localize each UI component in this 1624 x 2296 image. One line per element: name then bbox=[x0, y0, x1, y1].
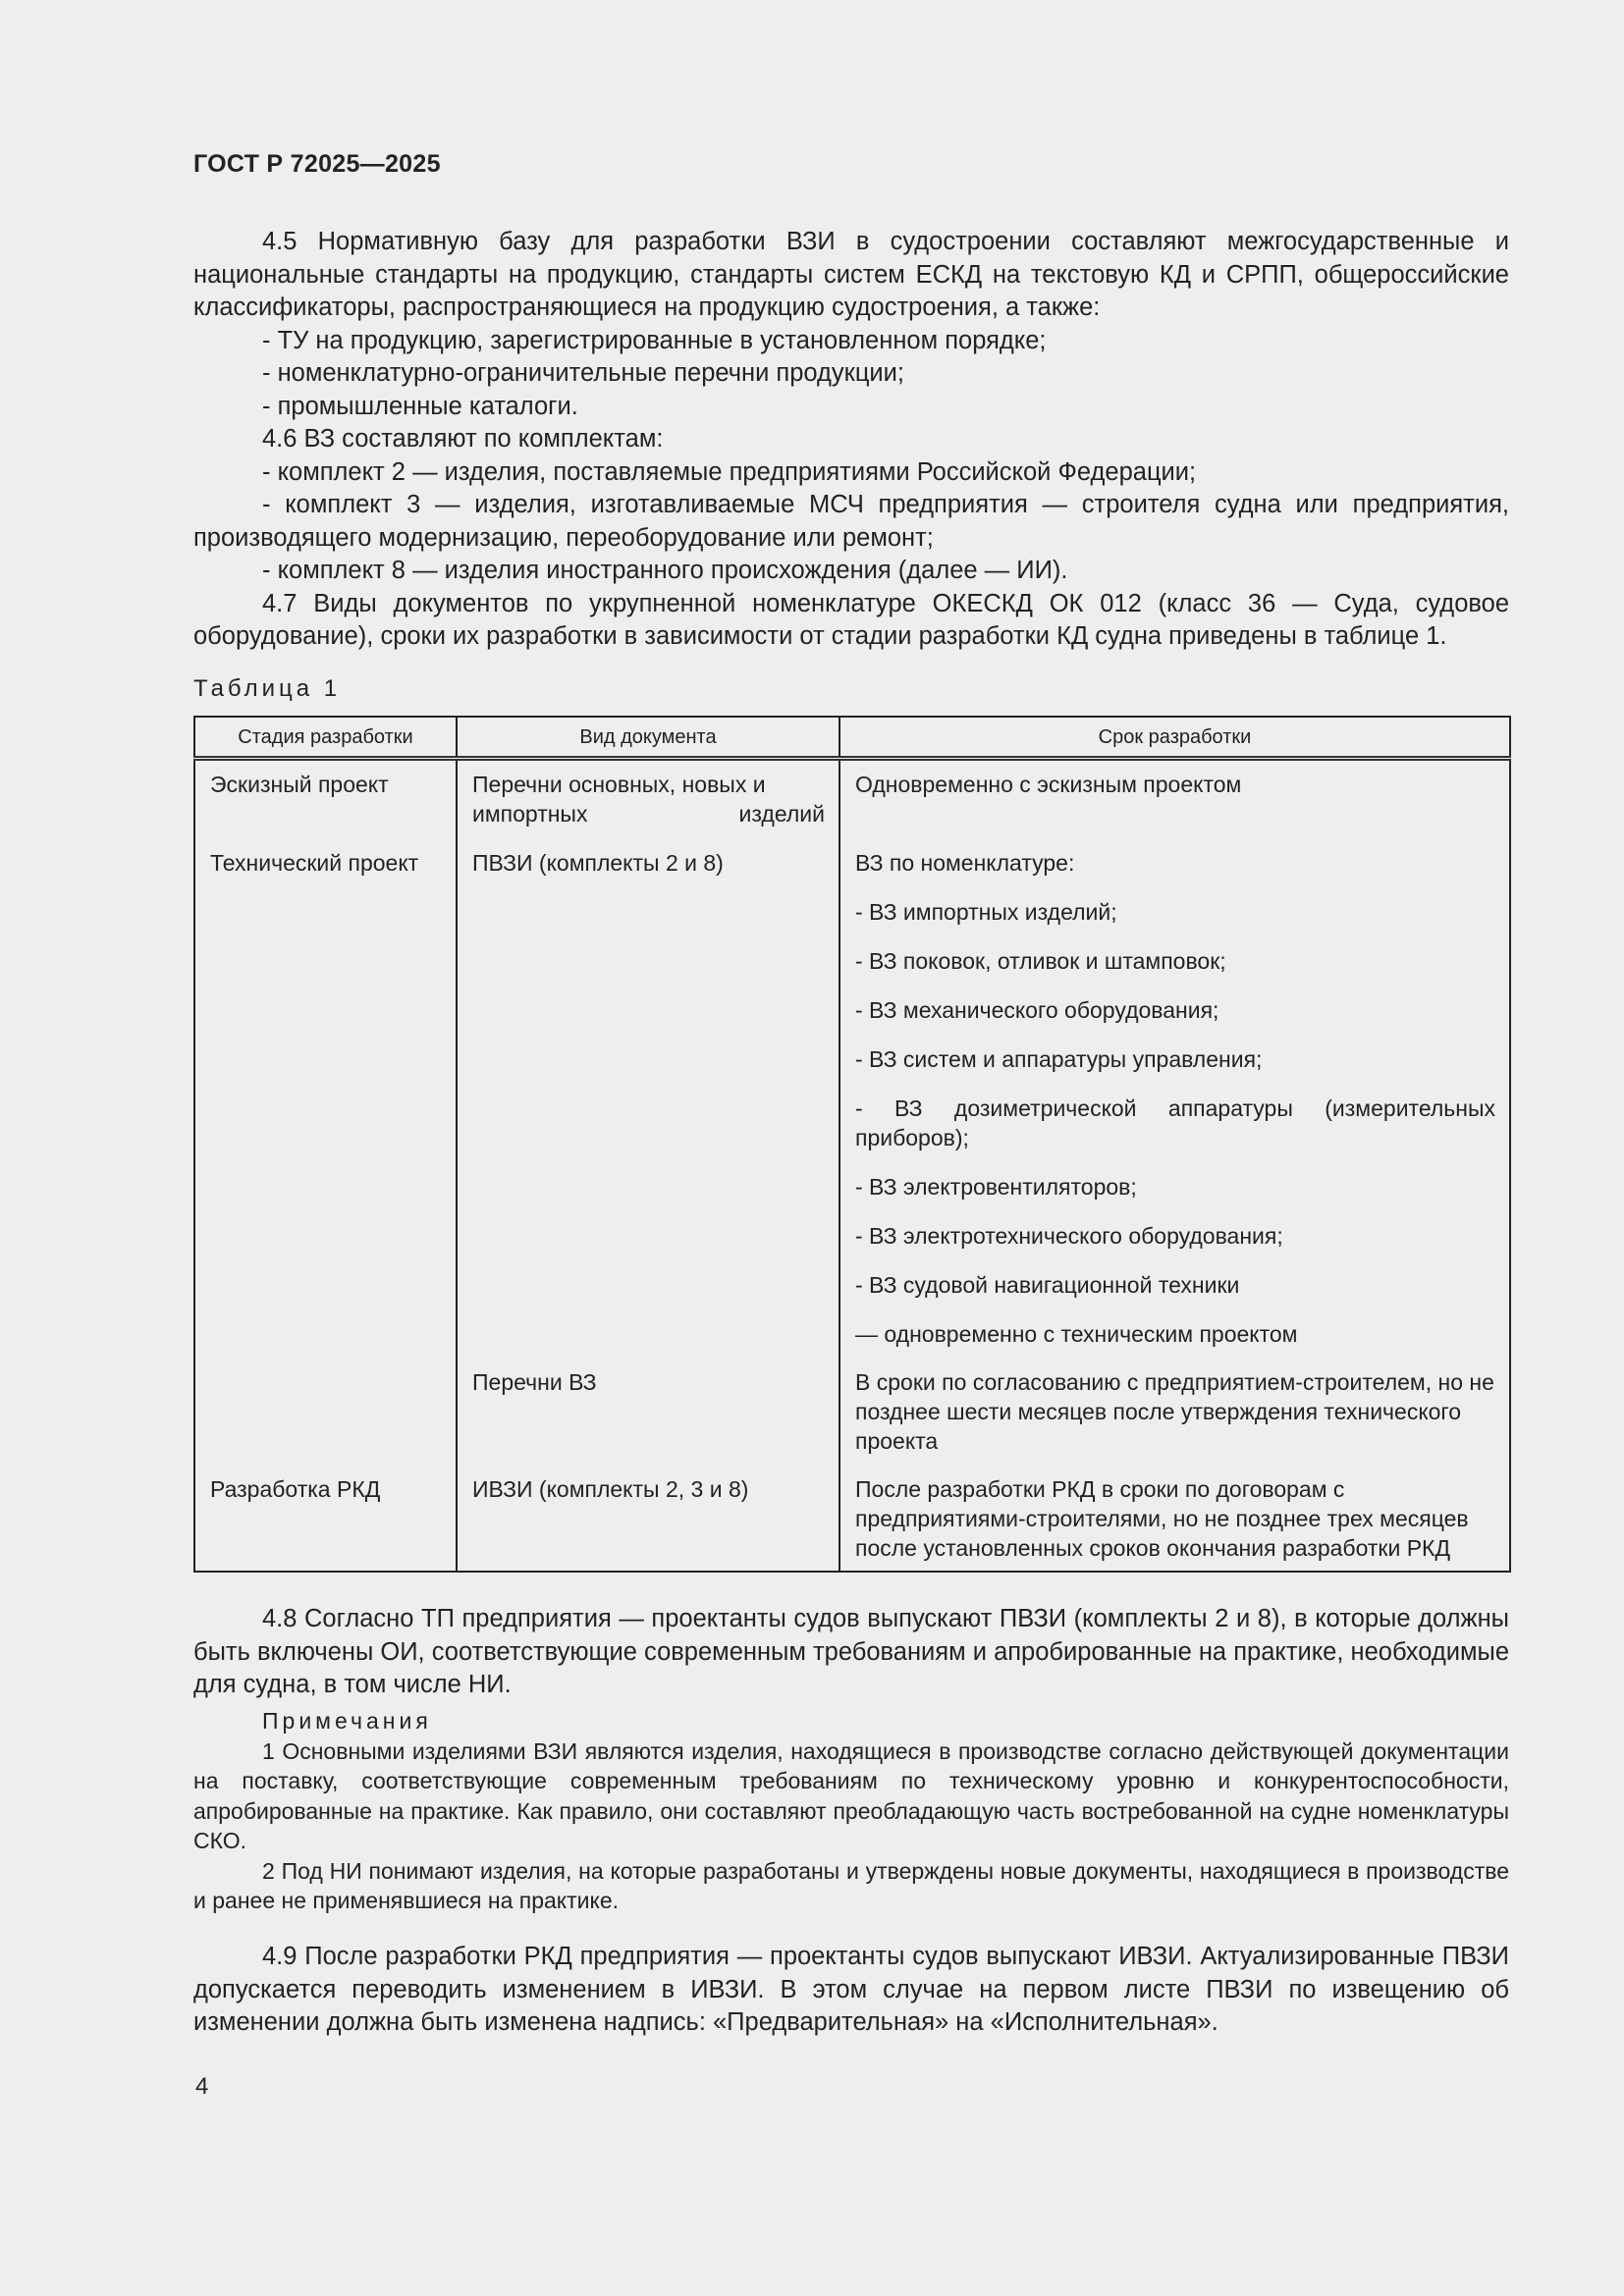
list-item: - номенклатурно-ограничительные перечни продукции; bbox=[262, 359, 904, 387]
table-row bbox=[194, 759, 1510, 849]
doc-cell: ИВЗИ (комплекты 2, 3 и 8) bbox=[457, 1474, 839, 1572]
term-item: ВЗ по номенклатуре: bbox=[855, 850, 1075, 876]
term-cell: Одновременно с эскизным проектом bbox=[839, 759, 1510, 849]
stage-cell: Разработка РКД bbox=[194, 1474, 457, 1572]
column-header-stage: Стадия разработки bbox=[194, 717, 457, 759]
term-item: - ВЗ судовой навигационной техники bbox=[855, 1272, 1240, 1298]
list-item: - комплект 8 — изделия иностранного происхождения (далее — ИИ). bbox=[262, 557, 1068, 584]
term-cell: В сроки по согласованию с предприятием-строителем, но не позднее шести месяцев после утверждения технического проекта bbox=[839, 1367, 1510, 1474]
stage-cell: Технический проект bbox=[194, 848, 457, 1367]
table-row bbox=[194, 1367, 1510, 1474]
term-cell: После разработки РКД в сроки по договорам с предприятиями-строителями, но не позднее трех месяцев после установленных сроков окончания разработки РКД bbox=[839, 1474, 1510, 1572]
term-item: — одновременно с техническим проектом bbox=[855, 1321, 1298, 1347]
page-number: 4 bbox=[195, 2073, 209, 2100]
document-header: ГОСТ Р 72025—2025 bbox=[193, 150, 441, 178]
list-item: - промышленные каталоги. bbox=[262, 392, 578, 420]
paragraph-4-6: 4.6 ВЗ составляют по комплектам: bbox=[262, 425, 664, 453]
section-4-8 bbox=[193, 1603, 1509, 1916]
stage-cell: Эскизный проект bbox=[194, 759, 457, 849]
doc-cell: Перечни основных, новых и импортных изделий bbox=[457, 759, 839, 849]
table-caption: Таблица 1 bbox=[193, 675, 342, 702]
section-4-5-4-7 bbox=[193, 226, 1509, 654]
table-row bbox=[194, 1474, 1510, 1572]
table-1 bbox=[193, 716, 1511, 1573]
paragraph-4-7: 4.7 Виды документов по укрупненной номенклатуре ОКЕСКД ОК 012 (класс 36 — Суда, судовое оборудование), сроки их разработки в зависимости от стадии разработки КД судна приведены в таблице 1. bbox=[193, 589, 1509, 650]
notes-title: Примечания bbox=[262, 1707, 432, 1734]
table-header-row bbox=[194, 717, 1510, 759]
term-item: - ВЗ электротехнического оборудования; bbox=[855, 1223, 1283, 1249]
term-item: - ВЗ электровентиляторов; bbox=[855, 1174, 1137, 1200]
note-2: 2 Под НИ понимают изделия, на которые разработаны и утверждены новые документы, находящиеся в производстве и ранее не применявшиеся на практике. bbox=[193, 1857, 1509, 1913]
doc-cell: Перечни ВЗ bbox=[457, 1367, 839, 1474]
column-header-doc: Вид документа bbox=[457, 717, 839, 759]
stage-cell bbox=[194, 1367, 457, 1474]
term-item: - ВЗ поковок, отливок и штамповок; bbox=[855, 948, 1226, 974]
list-item: - комплект 3 — изделия, изготавливаемые МСЧ предприятия — строителя судна или предприятия, производящего модернизацию, переоборудование или ремонт; bbox=[193, 491, 1509, 552]
paragraph-4-5: 4.5 Нормативную базу для разработки ВЗИ в судостроении составляют межгосударственные и национальные стандарты на продукцию, стандарты систем ЕСКД на текстовую КД и СРПП, общероссийские классификаторы, распространяющиеся на продукцию судостроения, а также: bbox=[193, 228, 1509, 321]
term-item: - ВЗ систем и аппаратуры управления; bbox=[855, 1046, 1263, 1072]
paragraph-4-9: 4.9 После разработки РКД предприятия — проектанты судов выпускают ИВЗИ. Актуализированные ПВЗИ допускается переводить изменением в ИВЗИ. В этом случае на первом листе ПВЗИ по извещению об изменении должна быть изменена надпись: «Предварительная» на «Исполнительная». bbox=[193, 1943, 1509, 2036]
column-header-term: Срок разработки bbox=[839, 717, 1510, 759]
paragraph-4-8: 4.8 Согласно ТП предприятия — проектанты судов выпускают ПВЗИ (комплекты 2 и 8), в которые должны быть включены ОИ, соответствующие современным требованиям и апробированные на практике, необходимые для судна, в том числе НИ. bbox=[193, 1605, 1509, 1698]
list-item: - ТУ на продукцию, зарегистрированные в установленном порядке; bbox=[262, 326, 1047, 354]
note-1: 1 Основными изделиями ВЗИ являются изделия, находящиеся в производстве согласно действующей документации на поставку, соответствующие современным требованиям по техническому уровню и конкурентоспособности, апробированные на практике. Как правило, они составляют преобладающую часть востребованной на судне номенклатуры СКО. bbox=[193, 1737, 1509, 1853]
term-item: - ВЗ импортных изделий; bbox=[855, 899, 1117, 925]
list-item: - комплект 2 — изделия, поставляемые предприятиями Российской Федерации; bbox=[262, 457, 1197, 486]
term-item: - ВЗ механического оборудования; bbox=[855, 997, 1219, 1023]
term-item: - ВЗ дозиметрической аппаратуры (измерительных приборов); bbox=[855, 1095, 1495, 1150]
section-4-9 bbox=[193, 1941, 1509, 2040]
doc-cell: ПВЗИ (комплекты 2 и 8) bbox=[457, 848, 839, 1367]
term-cell bbox=[839, 848, 1510, 1367]
table-row bbox=[194, 848, 1510, 1367]
